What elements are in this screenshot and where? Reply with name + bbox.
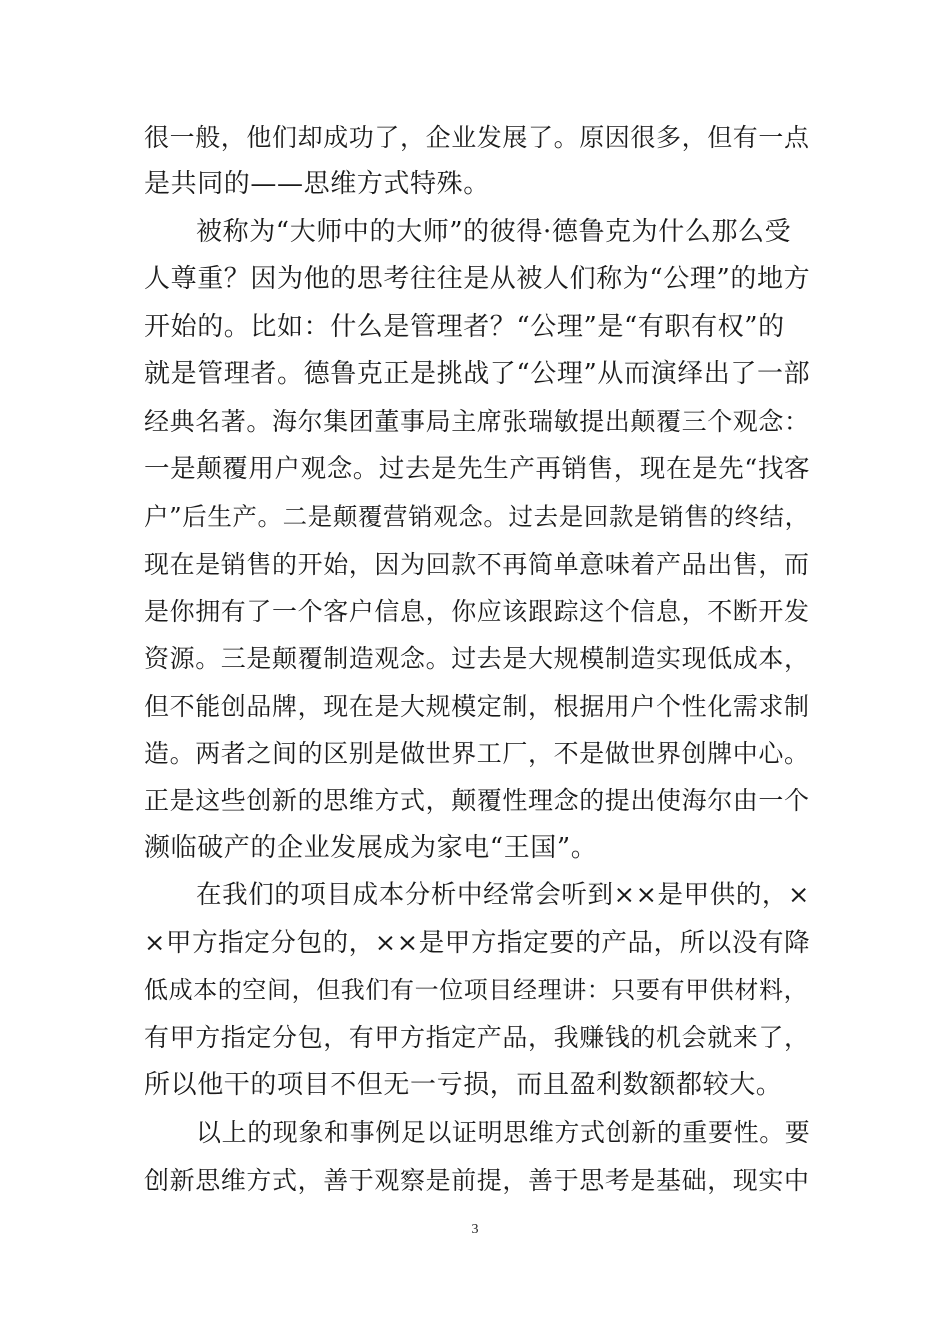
text-line: 低成本的空间，但我们有一位项目经理讲：只要有甲供材料， bbox=[144, 976, 809, 1005]
paragraph-start-line: 以上的现象和事例足以证明思维方式创新的重要性。要 bbox=[196, 1118, 811, 1148]
text-line: 造。两者之间的区别是做世界工厂，不是做世界创牌中心。 bbox=[144, 739, 810, 769]
paragraph-start-line: 被称为“大师中的大师”的彼得·德鲁克为什么那么受 bbox=[196, 216, 792, 247]
text-line: 户”后生产。二是颠覆营销观念。过去是回款是销售的终结， bbox=[144, 502, 810, 532]
text-line: 资源。三是颠覆制造观念。过去是大规模制造实现低成本， bbox=[144, 644, 810, 674]
text-line: 是你拥有了一个客户信息，你应该跟踪这个信息，不断开发 bbox=[144, 596, 810, 626]
text-line: 是共同的——思维方式特殊。 bbox=[144, 169, 490, 200]
paragraph-start-line: 在我们的项目成本分析中经常会听到××是甲供的，× bbox=[196, 880, 810, 911]
text-line: 但不能创品牌，现在是大规模定制，根据用户个性化需求制 bbox=[144, 691, 810, 721]
text-line: 濒临破产的企业发展成为家电“王国”。 bbox=[144, 832, 598, 863]
body-text bbox=[144, 114, 814, 1204]
text-line: 有甲方指定分包，有甲方指定产品，我赚钱的机会就来了， bbox=[144, 1023, 810, 1053]
page-number: 3 bbox=[471, 1222, 479, 1237]
text-line: 开始的。比如：什么是管理者？“公理”是“有职有权”的 bbox=[144, 311, 785, 342]
text-line: 现在是销售的开始，因为回款不再简单意味着产品出售，而 bbox=[144, 549, 810, 579]
text-line: 就是管理者。德鲁克正是挑战了“公理”从而演绎出了一部 bbox=[144, 358, 811, 389]
text-line: 创新思维方式，善于观察是前提，善于思考是基础，现实中 bbox=[144, 1165, 810, 1195]
text-line: 人尊重？因为他的思考往往是从被人们称为“公理”的地方 bbox=[144, 264, 811, 295]
text-line: 正是这些创新的思维方式，颠覆性理念的提出使海尔由一个 bbox=[144, 786, 810, 816]
text-line: ×甲方指定分包的，××是甲方指定要的产品，所以没有降 bbox=[144, 927, 811, 958]
text-line: 很一般，他们却成功了，企业发展了。原因很多，但有一点 bbox=[144, 123, 810, 152]
text-line: 所以他干的项目不但无一亏损，而且盈利数额都较大。 bbox=[144, 1069, 783, 1100]
text-line: 经典名著。海尔集团董事局主席张瑞敏提出颠覆三个观念： bbox=[144, 407, 810, 437]
text-line: 一是颠覆用户观念。过去是先生产再销售，现在是先“找客 bbox=[144, 453, 811, 484]
